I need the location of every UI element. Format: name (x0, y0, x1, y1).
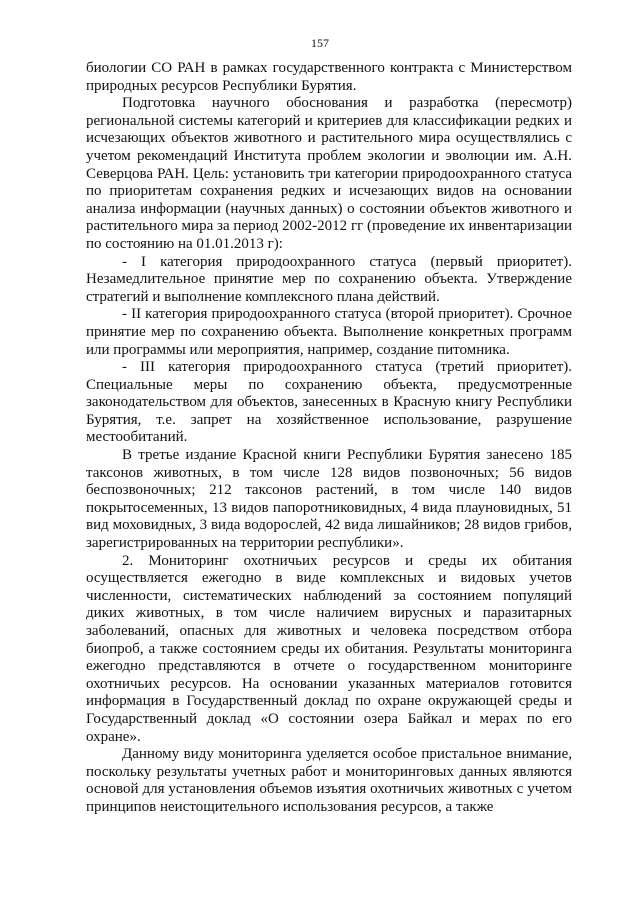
list-item-category-3: - III категория природоохранного статуса (третий приоритет). Специальные меры по сохранению объекта, предусмотренные законодательством для объектов, занесенных в Красную книгу Республики Бурятия, т.е. запрет на хозяйственное использование, разрушение местообитаний. (86, 359, 572, 446)
document-body (86, 60, 572, 817)
page-number: 157 (311, 36, 329, 50)
paragraph-hunting-monitoring: 2. Мониторинг охотничьих ресурсов и среды их обитания осуществляется ежегодно в виде комплексных и видовых учетов численности, систематических наблюдений за состоянием популяций диких животных, в том числе наличием вирусных и паразитарных заболеваний, опасных для животных и человека посредством отбора биопроб, а также состоянием среды их обитания. Результаты мониторинга ежегодно представляются в отчете о государственном мониторинге охотничьих ресурсов. На основании указанных материалов готовится информация в Государственный доклад по охране окружающей среды и Государственный доклад «О состоянии озера Байкал и мерах по его охране». (86, 552, 572, 745)
paragraph-monitoring-attention: Данному виду мониторинга уделяется особое пристальное внимание, поскольку результаты учетных работ и мониторинговых данных являются основой для установления объемов изъятия охотничьих животных с учетом принципов неистощительного использования ресурсов, а также (86, 746, 572, 815)
list-item-category-2: - II категория природоохранного статуса (второй приоритет). Срочное принятие мер по сохранению объекта. Выполнение конкретных программ или программы или мероприятия, например, создание питомника. (86, 306, 572, 358)
paragraph-research-basis: Подготовка научного обоснования и разработка (пересмотр) региональной системы категорий и критериев для классификации редких и исчезающих объектов животного и растительного мира осуществлялись с учетом рекомендаций Института проблем экологии и эволюции им. А.Н. Северцова РАН. Цель: установить три категории природоохранного статуса по приоритетам сохранения редких и исчезающих видов на основании анализа информации (научных данных) о состоянии объектов животного и растительного мира за период 2002-2012 гг (проведение их инвентаризации по состоянию на 01.01.2013 г): (86, 95, 572, 252)
paragraph-continuation: биологии СО РАН в рамках государственного контракта с Министерством природных ресурсов Республики Бурятия. (86, 60, 572, 94)
paragraph-red-book-statistics: В третье издание Красной книги Республики Бурятия занесено 185 таксонов животных, в том числе 128 видов позвоночных; 56 видов беспозвоночных; 212 таксонов растений, в том числе 140 видов покрытосеменных, 13 видов папоротниковидных, 4 вида плауновидных, 51 вид моховидных, 3 вида водорослей, 42 вида лишайников; 28 видов грибов, зарегистрированных на территории республики». (86, 447, 572, 552)
list-item-category-1: - I категория природоохранного статуса (первый приоритет). Незамедлительное принятие мер по сохранению объекта. Утверждение стратегий и выполнение комплексного плана действий. (86, 253, 572, 305)
